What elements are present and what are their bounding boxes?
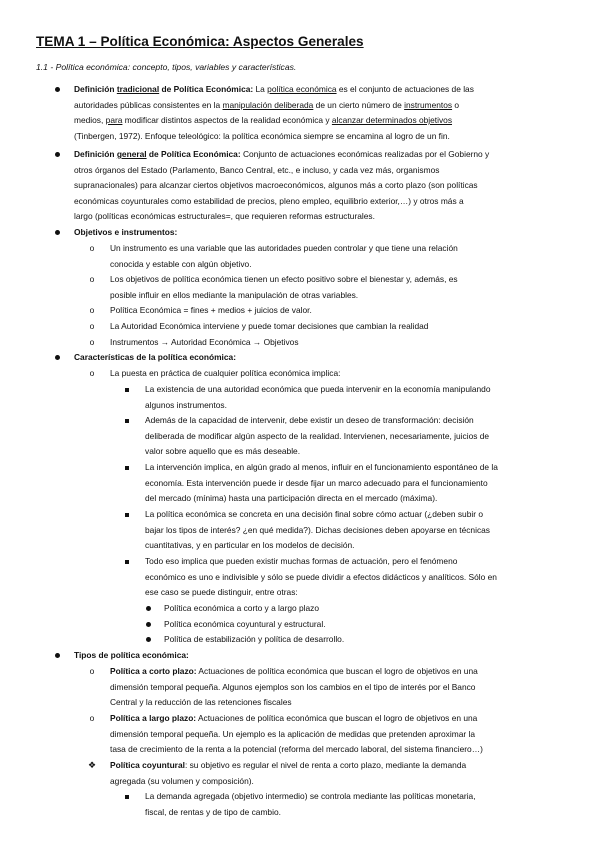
bullet-marker: [51, 648, 63, 664]
bullet-general-definition: [74, 147, 489, 225]
square-bullet-marker: [121, 554, 133, 570]
text-line: Los objetivos de política económica tienen un efecto positivo sobre el bienestar y, además, es: [110, 274, 458, 284]
sub-bullet-marker: o: [89, 337, 95, 347]
cyclical-policy-item: [110, 758, 466, 789]
text-line: deliberada de modificar algún aspecto de la realidad. Intervienen, necesariamente, juicios de: [145, 430, 490, 441]
square-bullet-marker: [121, 413, 133, 429]
text-line: bajar los tipos de interés? ¿en qué medida?). Dichas decisiones deben apoyarse en técnicas: [145, 524, 490, 535]
section-subtitle: 1.1 - Política económica: concepto, tipos, variables y características.: [36, 62, 297, 72]
text-line: ese caso se puede distinguir, entre otras:: [145, 587, 298, 598]
text-line: medios, para modificar distintos aspectos de la realidad económica y alcanzar determinados objetivos: [74, 115, 453, 126]
characteristics-heading: Características de la política económica:: [74, 352, 236, 362]
text-line: Todo eso implica que pueden existir muchas formas de actuación, pero el fenómeno: [145, 556, 458, 566]
long-term-policy-item: [110, 711, 483, 758]
policy-type-item: Política económica coyuntural y estructural.: [164, 619, 326, 629]
square-bullet-marker: [121, 460, 133, 476]
bullet-marker: [51, 225, 63, 241]
characteristics-subitem: [145, 382, 490, 413]
text-line: económico es uno e indivisible y sólo se puede dividir a efectos didácticos y analíticos. Sólo en: [145, 571, 497, 582]
text-line: Además de la capacidad de intervenir, debe existir un deseo de transformación: decisión: [145, 415, 474, 425]
characteristics-subitem: [145, 413, 489, 460]
square-bullet-marker: [121, 789, 133, 805]
term-label: Definición tradicional de Política Económica:: [74, 84, 254, 94]
text-line: económicas coyunturales como estabilidad de precios, pleno empleo, equilibrio exterior,…) y otros más a: [74, 195, 464, 206]
objectives-item: Política Económica = fines + medios + juicios de valor.: [110, 305, 312, 315]
text-line: economía. Esta intervención puede ir desde fijar un marco adecuado para el funcionamiento: [145, 477, 488, 488]
text-line: La política económica se concreta en una decisión final sobre cómo actuar (¿deben subir o: [145, 509, 483, 519]
bullet-marker: [142, 632, 154, 648]
term-label: Definición general de Política Económica:: [74, 149, 241, 159]
sub-bullet-marker: o: [89, 713, 95, 723]
policy-types-heading: Tipos de política económica:: [74, 650, 189, 660]
text-line: Central y la reducción de las retenciones fiscales: [110, 697, 292, 708]
text-line: agregada (su volumen y composición).: [110, 775, 254, 786]
text-line: posible influir en ellos mediante la manipulación de otras variables.: [110, 289, 359, 300]
text-line: Política a corto plazo: Actuaciones de política económica que buscan el logro de objetivos en una: [110, 666, 478, 676]
text-line: Política coyuntural: su objetivo es regular el nivel de renta a corto plazo, mediante la demanda: [110, 760, 467, 770]
policy-type-item: Política económica a corto y a largo plazo: [164, 603, 320, 613]
text-line: La existencia de una autoridad económica que pueda intervenir en la economía manipulando: [145, 384, 491, 394]
objectives-item: La Autoridad Económica interviene y puede tomar decisiones que cambian la realidad: [110, 321, 429, 331]
characteristics-subitem: [145, 460, 498, 507]
policy-type-item: Política de estabilización y política de desarrollo.: [164, 634, 345, 644]
sub-bullet-marker: o: [89, 321, 95, 331]
objectives-item: [110, 272, 458, 303]
objectives-item: [110, 241, 458, 272]
text-line: dimensión temporal pequeña. Algunos ejemplos son los cambios en el tipo de interés por el Banco: [110, 681, 476, 692]
text-line: algunos instrumentos.: [145, 399, 227, 410]
text-line: La intervención implica, en algún grado al menos, influir en el funcionamiento espontáneo de la: [145, 462, 498, 472]
text-line: Política a largo plazo: Actuaciones de política económica que buscan el logro de objetivos en una: [110, 713, 478, 723]
aggregate-demand-item: [145, 789, 476, 820]
text-line: largo (políticas económicas estructurales=, que requieren reformas estructurales.: [74, 211, 375, 222]
square-bullet-marker: [121, 507, 133, 523]
text-line: La demanda agregada (objetivo intermedio) se controla mediante las políticas monetaria,: [145, 791, 476, 801]
characteristics-subitem: [145, 554, 497, 601]
sub-bullet-marker: o: [89, 368, 95, 378]
text-line: otros órganos del Estado (Parlamento, Banco Central, etc., e incluso, y cada vez más, organismos: [74, 164, 440, 175]
short-term-policy-item: [110, 664, 478, 711]
characteristics-item: La puesta en práctica de cualquier política económica implica:: [110, 368, 341, 378]
objectives-item: Instrumentos → Autoridad Económica → Objetivos: [110, 337, 299, 347]
sub-bullet-marker: o: [89, 274, 95, 284]
text-line: valor sobre aquello que es más deseable.: [145, 446, 301, 457]
bullet-marker: [142, 601, 154, 617]
bullet-marker: [51, 82, 63, 98]
text-line: del mercado (mínima) hasta una participación directa en el mercado (máxima).: [145, 493, 438, 504]
diamond-bullet-icon: ❖: [87, 760, 97, 770]
bullet-traditional-definition: [74, 82, 474, 144]
square-bullet-marker: [121, 382, 133, 398]
text-line: Definición general de Política Económica: Conjunto de actuaciones económicas realizadas por el Gobierno y: [74, 149, 490, 159]
sub-bullet-marker: o: [89, 243, 95, 253]
bullet-marker: [51, 147, 63, 163]
text-line: autoridades públicas consistentes en la manipulación deliberada de un cierto número de instrumentos o: [74, 99, 460, 110]
sub-bullet-marker: o: [89, 305, 95, 315]
sub-bullet-marker: o: [89, 666, 95, 676]
text-line: Definición tradicional de Política Económica: La política económica es el conjunto de actuaciones de las: [74, 84, 474, 94]
bullet-marker: [142, 617, 154, 633]
text-line: (Tinbergen, 1972). Enfoque teleológico: la política económica siempre se encamina al logro de un fin.: [74, 130, 450, 141]
text-line: cuantitativas, y en particular en los modelos de decisión.: [145, 540, 355, 551]
text-line: conocida y estable con algún objetivo.: [110, 258, 252, 269]
text-line: dimensión temporal pequeña. Un ejemplo es la aplicación de medidas que pretenden aproximar la: [110, 728, 475, 739]
page-title: TEMA 1 – Política Económica: Aspectos Generales: [36, 34, 364, 49]
text-line: tasa de crecimiento de la renta a la potencial (reforma del mercado laboral, del sistema financiero…): [110, 744, 483, 755]
characteristics-subitem: [145, 507, 490, 554]
text-line: fiscal, de rentas y de tipo de cambio.: [145, 806, 281, 817]
text-line: supranacionales) para alcanzar ciertos objetivos macroeconómicos, algunos más a corto plazo (son políticas: [74, 180, 478, 191]
text-line: Un instrumento es una variable que las autoridades pueden controlar y que tiene una relación: [110, 243, 458, 253]
bullet-marker: [51, 350, 63, 366]
objectives-heading: Objetivos e instrumentos:: [74, 227, 178, 237]
